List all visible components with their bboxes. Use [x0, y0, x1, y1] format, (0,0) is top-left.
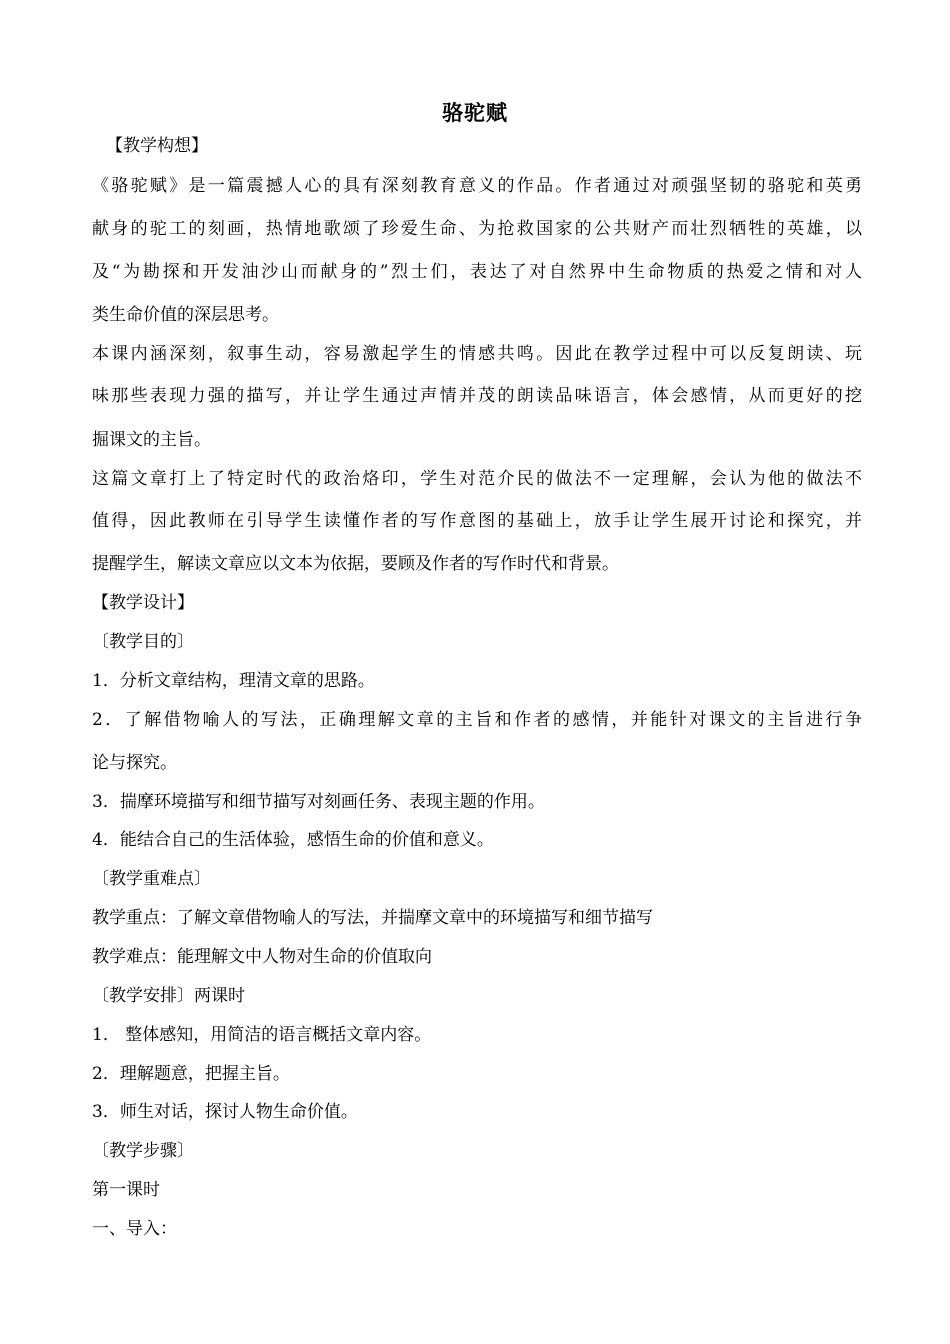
- subsection-heading-key-points: 〔教学重难点〕: [92, 869, 211, 889]
- paragraph-line: 味那些表现力强的描写，并让学生通过声情并茂的朗读品味语言，体会感情，从而更好的挖: [92, 386, 862, 406]
- lesson-heading: 第一课时: [92, 1180, 160, 1200]
- list-item: 3．师生对话，探讨人物生命价值。: [92, 1102, 358, 1122]
- step-heading: 一、导入：: [92, 1219, 177, 1239]
- document-title: 骆驼赋: [442, 101, 508, 125]
- list-item: 1． 整体感知，用简洁的语言概括文章内容。: [92, 1025, 432, 1045]
- list-item: 3．揣摩环境描写和细节描写对刻画任务、表现主题的作用。: [92, 792, 545, 812]
- list-item: 2．理解题意，把握主旨。: [92, 1064, 290, 1084]
- paragraph-line: 献身的驼工的刻画，热情地歌颂了珍爱生命、为抢救国家的公共财产而壮烈牺牲的英雄，以: [92, 219, 862, 239]
- list-item: 4．能结合自己的生活体验，感悟生命的价值和意义。: [92, 830, 494, 850]
- paragraph-line: 及“为勘探和开发油沙山而献身的”烈士们，表达了对自然界中生命物质的热爱之情和对人: [92, 262, 862, 282]
- subsection-heading-objectives: 〔教学目的〕: [92, 632, 194, 652]
- difficulty-line: 教学难点：能理解文中人物对生命的价值取向: [92, 947, 432, 967]
- paragraph-line: 提醒学生，解读文章应以文本为依据，要顾及作者的写作时代和背景。: [92, 554, 619, 574]
- paragraph-line: 《骆驼赋》是一篇震撼人心的具有深刻教育意义的作品。作者通过对顽强坚韧的骆驼和英勇: [92, 176, 862, 196]
- paragraph-line: 类生命价值的深层思考。: [92, 305, 279, 325]
- paragraph-line: 值得，因此教师在引导学生读懂作者的写作意图的基础上，放手让学生展开讨论和探究，并: [92, 511, 862, 531]
- section-heading-teaching-design: 【教学设计】: [92, 593, 194, 613]
- key-point-line: 教学重点：了解文章借物喻人的写法，并揣摩文章中的环境描写和细节描写: [92, 908, 653, 928]
- paragraph-line: 掘课文的主旨。: [92, 430, 211, 450]
- list-item: 1．分析文章结构，理清文章的思路。: [92, 671, 375, 691]
- list-item: 2．了解借物喻人的写法，正确理解文章的主旨和作者的感情，并能针对课文的主旨进行争: [92, 710, 862, 730]
- subsection-heading-steps: 〔教学步骤〕: [92, 1141, 194, 1161]
- paragraph-line: 本课内涵深刻，叙事生动，容易激起学生的情感共鸣。因此在教学过程中可以反复朗读、玩: [92, 344, 862, 364]
- section-heading-teaching-concept: 【教学构想】: [106, 136, 208, 156]
- subsection-heading-schedule: 〔教学安排〕两课时: [92, 986, 245, 1006]
- list-item-continuation: 论与探究。: [92, 753, 177, 773]
- paragraph-line: 这篇文章打上了特定时代的政治烙印，学生对范介民的做法不一定理解，会认为他的做法不: [92, 469, 862, 489]
